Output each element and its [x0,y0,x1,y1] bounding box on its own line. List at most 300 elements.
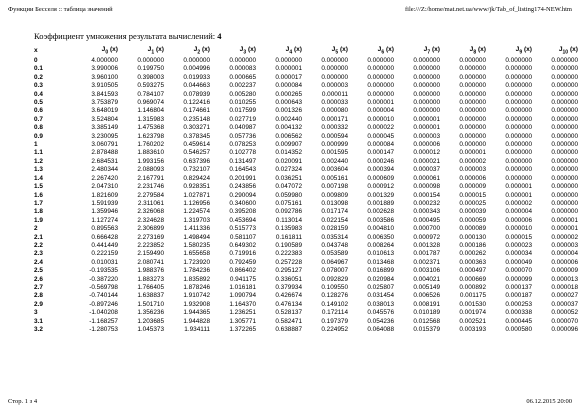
bessel-value-cell: 0.000002 [551,233,578,241]
table-row [34,158,578,166]
bessel-value-cell: 0.000099 [505,275,532,283]
bessel-value-cell: 0.000098 [413,183,440,191]
table-row [34,183,578,191]
bessel-value-cell: 0.000015 [459,191,486,199]
bessel-value-cell: 0.000000 [459,82,486,90]
bessel-value-cell: 0.000021 [413,157,440,165]
bessel-value-cell: 0.161811 [275,233,302,241]
bessel-value-cell: 1.319703 [183,216,210,224]
bessel-value-cell: 0.059980 [275,191,302,199]
bessel-value-cell: 0.000700 [413,225,440,233]
bessel-value-cell: 0.043748 [321,241,348,249]
bessel-value-cell: 0.000017 [275,73,302,81]
bessel-value-cell: 1.784236 [183,267,210,275]
bessel-value-cell: 0.000003 [321,82,348,90]
bessel-value-cell: 0.078007 [321,267,348,275]
bessel-value-cell: 0.941175 [229,275,256,283]
bessel-value-cell: 0.792459 [229,258,256,266]
bessel-value-cell: 1.016181 [229,283,256,291]
bessel-value-cell: 0.000000 [551,107,578,115]
bessel-value-cell: 0.000972 [413,233,440,241]
bessel-value-cell: 3.960100 [91,73,118,81]
bessel-value-cell: 0.000000 [551,199,578,207]
bessel-value-cell: 0.078253 [229,141,256,149]
bessel-value-cell: 0.000147 [367,149,394,157]
table-row [34,91,578,99]
bessel-value-cell: 0.020984 [367,275,394,283]
bessel-value-cell: 0.006350 [367,233,394,241]
x-value-cell: 1.7 [34,199,43,207]
bessel-value-cell: 0.000002 [459,157,486,165]
bessel-value-cell: 0.000343 [413,208,440,216]
bessel-value-cell: 4.000000 [91,57,118,64]
table-row [34,318,578,326]
bessel-value-cell: 0.000000 [321,65,348,73]
bessel-value-cell: 0.135983 [275,225,302,233]
bessel-value-cell: 0.000033 [321,99,348,107]
bessel-value-cell: -1.040208 [89,309,118,317]
bessel-value-cell: 0.008264 [367,241,394,249]
bessel-value-cell: 0.829424 [183,174,210,182]
table-row [34,57,578,65]
bessel-value-cell: -0.897246 [89,300,118,308]
bessel-value-cell: 0.005161 [321,174,348,182]
table-body [34,57,578,334]
bessel-value-cell: 0.013098 [321,199,348,207]
bessel-value-cell: 0.031454 [367,292,394,300]
bessel-value-cell: 0.000394 [367,166,394,174]
bessel-value-cell: 0.000009 [459,183,486,191]
bessel-value-cell: 0.000070 [505,267,532,275]
bessel-value-cell: 0.000006 [413,141,440,149]
bessel-value-cell: 2.878488 [91,149,118,157]
bessel-value-cell: 0.222383 [275,250,302,258]
bessel-value-cell: 2.088093 [137,166,164,174]
bessel-value-cell: 0.007198 [321,183,348,191]
bessel-value-cell: 0.000011 [321,90,348,98]
bessel-value-cell: 0.000495 [413,216,440,224]
multiplier-label: Коэффициент умножения результата вычислений: [34,31,216,41]
bessel-value-cell: 0.000000 [551,57,578,64]
bessel-value-cell: 0.000000 [413,107,440,115]
bessel-value-cell: 0.000001 [367,99,394,107]
bessel-value-cell: 0.638887 [275,326,302,333]
bessel-value-cell: 0.017174 [321,208,348,216]
bessel-value-cell: 0.164543 [229,166,256,174]
bessel-value-cell: 0.000000 [459,141,486,149]
bessel-value-cell: 0.128276 [321,292,348,300]
table-row [34,259,578,267]
bessel-value-cell: 0.000012 [413,149,440,157]
bessel-value-cell: 0.000001 [459,149,486,157]
bessel-value-cell: 0.000000 [367,82,394,90]
bessel-value-cell: 0.000594 [321,132,348,140]
table-row [34,65,578,73]
bessel-value-cell: 0.001595 [321,149,348,157]
bessel-value-cell: 0.003193 [459,326,486,333]
bessel-value-cell: 0.000004 [505,208,532,216]
bessel-value-cell: 1.944365 [183,309,210,317]
bessel-value-cell: 2.480344 [91,166,118,174]
x-value-cell: 0 [34,57,38,64]
bessel-value-cell: 0.000000 [367,73,394,81]
bessel-value-cell: 0.009907 [275,141,302,149]
bessel-value-cell: 0.001787 [413,250,440,258]
bessel-value-cell: 0.336051 [275,275,302,283]
bessel-value-cell: 0.000000 [551,141,578,149]
bessel-value-cell: 0.000000 [505,99,532,107]
bessel-value-cell: 0.235148 [183,115,210,123]
bessel-value-cell: 0.000000 [459,65,486,73]
bessel-value-cell: 0.000000 [551,166,578,174]
bessel-value-cell: 0.732107 [183,166,210,174]
bessel-value-cell: 1.498494 [183,233,210,241]
bessel-value-cell: 2.267420 [91,174,118,182]
bessel-value-cell: 0.000000 [551,191,578,199]
bessel-value-cell: 3.753879 [91,99,118,107]
bessel-value-cell: 0.016899 [367,267,394,275]
bessel-value-cell: 0.006562 [275,132,302,140]
bessel-value-cell: 0.000001 [505,183,532,191]
column-header-j4: $J_4$ (x) [285,46,302,56]
bessel-value-cell: 0.000003 [413,132,440,140]
x-value-cell: 2 [34,225,38,233]
bessel-value-cell: 0.637396 [183,157,210,165]
column-header-j0: $J_0$ (x) [101,46,118,56]
bessel-value-cell: 2.159490 [137,250,164,258]
bessel-value-cell: 0.000000 [551,157,578,165]
x-value-cell: 0.5 [34,99,43,107]
bessel-value-cell: 1.501710 [137,300,164,308]
bessel-value-cell: 0.000027 [551,292,578,300]
bessel-value-cell: 0.000000 [551,90,578,98]
bessel-value-cell: 0.000580 [505,326,532,333]
bessel-value-cell: 0.395208 [229,208,256,216]
bessel-value-cell: 0.000332 [321,124,348,132]
x-value-cell: 0.3 [34,82,43,90]
bessel-value-cell: 0.000001 [551,225,578,233]
column-header-j3: $J_3$ (x) [239,46,256,56]
bessel-value-cell: 0.000083 [229,65,256,73]
bessel-value-cell: 0.075161 [275,199,302,207]
bessel-value-cell: 0.000000 [551,149,578,157]
x-value-cell: 0.9 [34,132,43,140]
table-row [34,141,578,149]
bessel-value-cell: 0.453694 [229,216,256,224]
bessel-value-cell: 2.684531 [91,157,118,165]
bessel-value-cell: -0.193535 [89,267,118,275]
x-value-cell: 0.6 [34,107,43,115]
bessel-value-cell: 1.883610 [137,149,164,157]
bessel-value-cell: 0.000246 [367,157,394,165]
table-row [34,175,578,183]
table-row [34,166,578,174]
print-header-title: Функции Бесселя :: таблица значений [8,6,113,13]
bessel-value-cell: 0.000000 [505,149,532,157]
print-footer-datetime: 06.12.2015 20:00 [526,398,572,405]
bessel-value-cell: 0.000034 [505,250,532,258]
table-row [34,217,578,225]
table-row [34,276,578,284]
x-value-cell: 0.8 [34,124,43,132]
bessel-value-cell: 0.000015 [505,233,532,241]
bessel-value-cell: 0.000000 [321,73,348,81]
bessel-value-cell: 0.784107 [137,90,164,98]
bessel-value-cell: 0.044663 [183,82,210,90]
table-row [34,267,578,275]
bessel-value-cell: 0.004021 [413,275,440,283]
bessel-value-cell: 1.580235 [183,241,210,249]
bessel-value-cell: 1.988376 [137,267,164,275]
bessel-value-cell: 0.000084 [275,82,302,90]
bessel-value-cell: 0.000000 [551,115,578,123]
bessel-value-cell: 0.000070 [551,317,578,325]
bessel-value-cell: 0.000010 [505,225,532,233]
bessel-value-cell: 0.295127 [275,267,302,275]
bessel-value-cell: 0.866402 [229,267,256,275]
bessel-value-cell: 1.910742 [183,292,210,300]
bessel-value-cell: 0.010255 [229,99,256,107]
bessel-value-cell: 1.821609 [91,191,118,199]
bessel-value-cell: 0.053589 [321,250,348,258]
bessel-value-cell: 0.895563 [91,225,118,233]
bessel-value-cell: 1.934111 [184,326,210,333]
bessel-value-cell: 0.003586 [367,216,394,224]
bessel-value-cell: 0.000187 [505,292,532,300]
table-row [34,284,578,292]
bessel-value-cell: 0.000000 [459,107,486,115]
bessel-value-cell: 0.038013 [367,300,394,308]
bessel-value-cell: 0.000000 [505,73,532,81]
bessel-value-cell: 0.000000 [551,82,578,90]
bessel-value-cell: 0.000000 [413,73,440,81]
bessel-value-cell: 0.000643 [275,99,302,107]
bessel-value-cell: 0.593275 [137,82,164,90]
x-value-cell: 1.9 [34,216,43,224]
bessel-value-cell: 0.004810 [367,225,394,233]
bessel-value-cell: -1.280753 [89,326,118,333]
bessel-value-cell: 0.092829 [321,275,348,283]
bessel-value-cell: 0.022154 [321,216,348,224]
bessel-table [34,46,578,334]
table-row [34,292,578,300]
bessel-value-cell: 0.928351 [183,183,210,191]
x-value-cell: 2.5 [34,267,43,275]
x-value-cell: 0.1 [34,65,43,73]
bessel-value-cell: 0.000000 [321,57,348,64]
bessel-value-cell: -1.168257 [89,317,118,325]
bessel-value-cell: 0.000137 [505,283,532,291]
bessel-value-cell: 0.040987 [229,124,256,132]
bessel-value-cell: 0.000000 [459,57,486,64]
bessel-value-cell: 0.027719 [229,115,256,123]
bessel-value-cell: -0.387220 [89,275,118,283]
bessel-value-cell: 0.000010 [367,115,394,123]
bessel-value-cell: 0.000000 [505,115,532,123]
bessel-value-cell: -0.740144 [89,292,118,300]
bessel-value-cell: 0.719916 [229,250,256,258]
bessel-value-cell: 0.054236 [367,317,394,325]
bessel-value-cell: 0.028159 [321,225,348,233]
bessel-value-cell: 0.172114 [321,309,348,317]
bessel-value-cell: 2.223852 [137,241,164,249]
bessel-value-cell: 0.000000 [459,115,486,123]
bessel-value-cell: 1.359946 [91,208,118,216]
table-row [34,208,578,216]
bessel-value-cell: 0.005280 [229,90,256,98]
bessel-value-cell: 0.025807 [367,283,394,291]
bessel-value-cell: 3.524804 [91,115,118,123]
bessel-value-cell: 0.515773 [229,225,256,233]
x-value-cell: 0.4 [34,90,43,98]
bessel-value-cell: 0.000022 [367,124,394,132]
bessel-value-cell: 0.000000 [413,82,440,90]
bessel-value-cell: 0.001530 [459,300,486,308]
multiplier-value: 4 [217,31,222,41]
bessel-value-cell: 0.378345 [183,132,210,140]
bessel-value-cell: 3.060791 [91,141,118,149]
bessel-value-cell: 0.000000 [505,132,532,140]
bessel-value-cell: 0.001328 [413,241,440,249]
table-row [34,99,578,107]
x-value-cell: 1.6 [34,191,43,199]
bessel-value-cell: 0.000000 [505,166,532,174]
bessel-value-cell: 0.149102 [321,300,348,308]
bessel-value-cell: 0.398003 [137,73,164,81]
bessel-value-cell: 0.010031 [91,258,118,266]
bessel-value-cell: 0.131497 [229,157,256,165]
bessel-value-cell: 0.000000 [459,73,486,81]
bessel-value-cell: 0.001974 [459,309,486,317]
bessel-value-cell: 0.441449 [91,241,118,249]
bessel-value-cell: 0.002440 [321,157,348,165]
bessel-value-cell: 0.546257 [183,149,210,157]
bessel-value-cell: 0.000000 [505,124,532,132]
bessel-value-cell: 0.000000 [459,99,486,107]
x-value-cell: 1.4 [34,174,43,182]
bessel-value-cell: 0.002440 [275,115,302,123]
column-header-j6: $J_6$ (x) [377,46,394,56]
bessel-value-cell: 0.000000 [551,183,578,191]
table-row [34,225,578,233]
table-row [34,250,578,258]
table-row [34,309,578,317]
bessel-value-cell: 0.010189 [413,309,440,317]
bessel-value-cell: 0.290094 [229,191,256,199]
bessel-value-cell: 0.000003 [459,166,486,174]
print-header-url: file:///Z:/home/mat.net.ua/www/jk/Tab_of_listing174-NEW.htm [404,6,572,13]
x-value-cell: 1.5 [34,183,43,191]
bessel-value-cell: 0.000171 [321,115,348,123]
bessel-value-cell: 0.004996 [183,65,210,73]
bessel-value-cell: 0.000084 [367,141,394,149]
bessel-value-cell: 3.990006 [91,65,118,73]
x-value-cell: 2.8 [34,292,43,300]
bessel-value-cell: 0.000000 [183,57,210,64]
bessel-value-cell: 0.035314 [321,233,348,241]
x-value-cell: 1.8 [34,208,43,216]
bessel-value-cell: 0.000049 [505,258,532,266]
bessel-value-cell: 1.224574 [183,208,210,216]
bessel-value-cell: 0.013468 [367,258,394,266]
x-value-cell: 2.3 [34,250,43,258]
bessel-value-cell: 0.000001 [505,191,532,199]
bessel-value-cell: 0.010613 [367,250,394,258]
bessel-value-cell: 0.666428 [91,233,118,241]
bessel-value-cell: 3.841593 [91,90,118,98]
bessel-value-cell: 0.340600 [229,199,256,207]
bessel-value-cell: 1.878246 [183,283,210,291]
bessel-value-cell: 0.001889 [367,199,394,207]
bessel-value-cell: 1.126956 [183,199,210,207]
table-row [34,124,578,132]
print-footer-page: Стор. 1 з 4 [8,398,38,405]
x-value-cell: 2.7 [34,283,43,291]
table-header-row [34,46,578,57]
table-row [34,133,578,141]
bessel-value-cell: 0.009809 [321,191,348,199]
bessel-value-cell: 0.000001 [275,65,302,73]
bessel-value-cell: 0.003604 [321,166,348,174]
bessel-value-cell: 0.000000 [505,90,532,98]
bessel-value-cell: 2.306899 [137,225,164,233]
bessel-value-cell: 0.020091 [275,157,302,165]
bessel-value-cell: 0.000497 [459,267,486,275]
table-row [34,242,578,250]
x-value-cell: 3 [34,309,38,317]
bessel-value-cell: 0.092786 [275,208,302,216]
bessel-value-cell: 0.005149 [413,283,440,291]
bessel-value-cell: 1.127274 [91,216,118,224]
bessel-value-cell: 0.000000 [505,57,532,64]
bessel-value-cell: 1.090794 [229,292,256,300]
bessel-value-cell: 0.000045 [367,132,394,140]
table-row [34,234,578,242]
bessel-value-cell: 0.581107 [229,233,256,241]
bessel-value-cell: 2.047310 [91,183,118,191]
bessel-value-cell: 0.000253 [505,300,532,308]
multiplier-line [34,31,222,41]
bessel-value-cell: 0.000892 [459,283,486,291]
bessel-value-cell: 0.000186 [459,241,486,249]
bessel-value-cell: 0.000061 [413,174,440,182]
bessel-value-cell: 0.000039 [459,208,486,216]
bessel-value-cell: 0.014352 [275,149,302,157]
bessel-value-cell: 0.000009 [551,267,578,275]
bessel-value-cell: 0.000001 [551,216,578,224]
bessel-value-cell: 0.000338 [505,309,532,317]
bessel-value-cell: 2.311061 [137,199,164,207]
bessel-value-cell: 0.000000 [505,107,532,115]
bessel-value-cell: 0.000130 [459,233,486,241]
bessel-value-cell: 0.000004 [367,107,394,115]
x-value-cell: 1 [34,141,38,149]
bessel-value-cell: 0.000000 [137,57,164,64]
bessel-value-cell: 0.003106 [413,267,440,275]
bessel-value-cell: 0.000000 [551,124,578,132]
bessel-value-cell: 0.064088 [367,326,394,333]
bessel-value-cell: 0.190589 [275,241,302,249]
table-row [34,107,578,115]
bessel-value-cell: 0.000000 [505,82,532,90]
bessel-value-cell: 0.649302 [229,241,256,249]
bessel-value-cell: 0.222159 [91,250,118,258]
bessel-value-cell: 1.475368 [137,124,164,132]
bessel-value-cell: 0.000006 [505,216,532,224]
bessel-value-cell: 0.000006 [551,258,578,266]
bessel-value-cell: 0.019933 [183,73,210,81]
bessel-value-cell: 1.236251 [229,309,256,317]
